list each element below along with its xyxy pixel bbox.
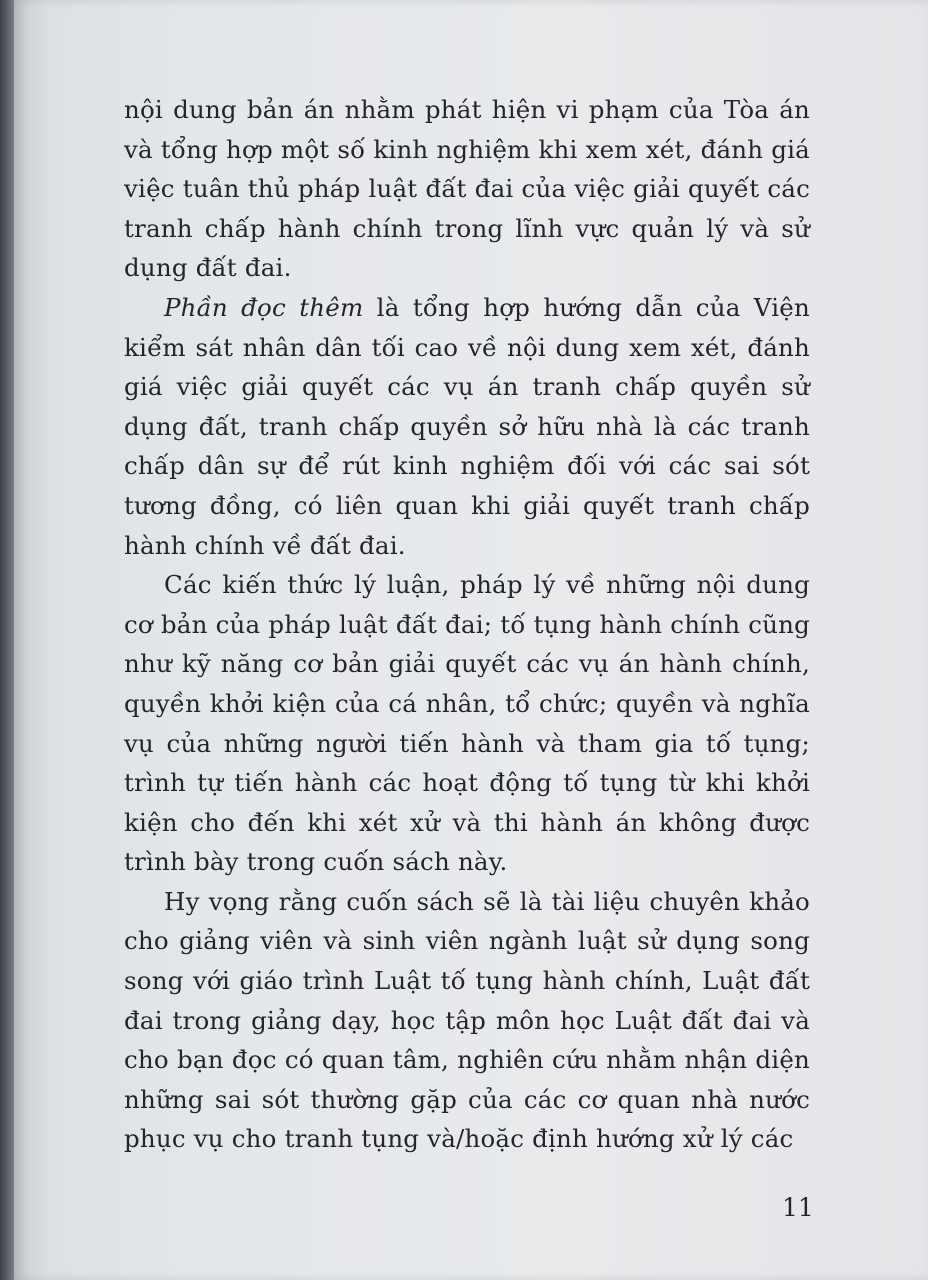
book-spine-shadow — [0, 0, 14, 1280]
page-body-text — [124, 90, 810, 1159]
paragraph-2 — [124, 288, 810, 565]
paragraph-4: Hy vọng rằng cuốn sách sẽ là tài liệu chuyên khảo cho giảng viên và sinh viên ngành luật sử dụng song song với giáo trình Luật tố tụng hành chính, Luật đất đai trong giảng dạy, học tập môn học Luật đất đai và cho bạn đọc có quan tâm, nghiên cứu nhằm nhận diện những sai sót thường gặp của các cơ quan nhà nước phục vụ cho tranh tụng và/hoặc định hướng xử lý các — [124, 886, 810, 1154]
paragraph-1: nội dung bản án nhằm phát hiện vi phạm của Tòa án và tổng hợp một số kinh nghiệm khi xem xét, đánh giá việc tuân thủ pháp luật đất đai của việc giải quyết các tranh chấp hành chính trong lĩnh vực quản lý và sử dụng đất đai. — [124, 95, 810, 283]
paragraph-3: Các kiến thức lý luận, pháp lý về những nội dung cơ bản của pháp luật đất đai; tố tụng hành chính cũng như kỹ năng cơ bản giải quyết các vụ án hành chính, quyền khởi kiện của cá nhân, tổ chức; quyền và nghĩa vụ của những người tiến hành và tham gia tố tụng; trình tự tiến hành các hoạt động tố tụng từ khi khởi kiện cho đến khi xét xử và thi hành án không được trình bày trong cuốn sách này. — [124, 570, 810, 877]
paragraph-2-text: là tổng hợp hướng dẫn của Viện kiểm sát nhân dân tối cao về nội dung xem xét, đánh giá việc giải quyết các vụ án tranh chấp quyền sử dụng đất, tranh chấp quyền sở hữu nhà là các tranh chấp dân sự để rút kinh nghiệm đối với các sai sót tương đồng, có liên quan khi giải quyết tranh chấp hành chính về đất đai. — [124, 292, 810, 560]
italic-term-phan-doc-them: Phần đọc thêm — [164, 292, 364, 322]
page-number: 11 — [782, 1193, 814, 1222]
